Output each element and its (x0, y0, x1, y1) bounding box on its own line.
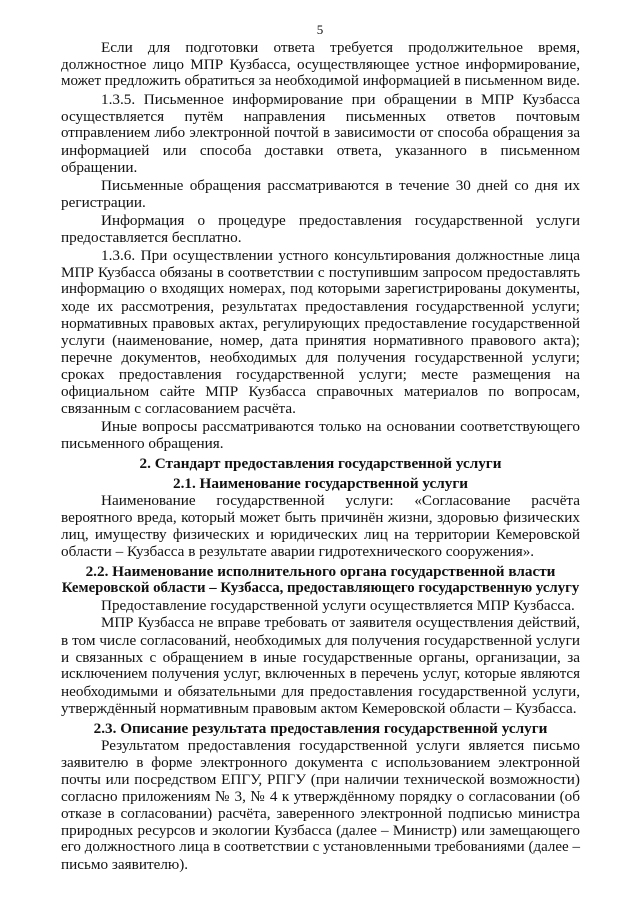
page-number: 5 (316, 22, 324, 37)
text-line: согласно приложениям № 3, № 4 к утверждённому порядку о согласовании (об (61, 788, 580, 805)
subsection-heading: 2.1. Наименование государственной услуги (172, 475, 469, 492)
text-line: утверждённый нормативным правовым актом Кемеровской области – Кузбасса. (61, 700, 577, 717)
text-line: вероятного вреда, который может быть причинён жизни, здоровью физических (61, 509, 580, 526)
text-line: 1.3.6. При осуществлении устного консультирования должностные лица (101, 247, 580, 264)
text-line: нормативных правовых актах, регулирующих предоставление государственной (61, 315, 580, 332)
text-line: Если для подготовки ответа требуется продолжительное время, (101, 39, 580, 56)
text-line: Результатом предоставления государственной услуги является письмо (101, 737, 580, 754)
text-line: услуги (наименование, номер, дата принятия нормативного правового акта); (61, 332, 580, 349)
subsection-heading: 2.2. Наименование исполнительного органа государственной власти (85, 563, 556, 580)
text-line: официальном сайте МПР Кузбасса справочных материалов по вопросам, (61, 383, 580, 400)
text-line: письменного обращения. (61, 435, 224, 452)
text-line: Предоставление государственной услуги осуществляется МПР Кузбасса. (101, 597, 575, 614)
text-line: отказе в согласовании) расчёта, заверенного электронной подписью министра (61, 805, 580, 822)
text-line: и связанных с обращением в иные государственные органы, организации, за (61, 649, 580, 666)
text-line: обращении. (61, 159, 138, 176)
text-line: исключением получения услуг, включенных в перечень услуг, которые являются (61, 666, 580, 682)
text-line: связанным с согласованием расчёта. (61, 400, 296, 417)
text-line: письмо заявителю). (61, 856, 189, 873)
text-line: сроках предоставления государственной услуги; месте размещения на (61, 366, 580, 383)
text-line: информацию о входящих номерах, под которыми зарегистрированы документы, (61, 281, 580, 297)
text-line: Информация о процедуре предоставления государственной услуги (101, 212, 580, 229)
text-line: МПР Кузбасса обязаны в соответствии с поступившим запросом предоставлять (61, 264, 580, 281)
text-line: Наименование государственной услуги: «Согласование расчёта (101, 492, 580, 509)
subsection-heading: Кемеровской области – Кузбасса, предоставляющего государственную услугу (61, 580, 580, 596)
text-line: необходимыми и обязательными для предоставления государственной услуги, (61, 683, 580, 700)
text-line: предоставляется бесплатно. (61, 229, 242, 246)
text-line: должностное лицо МПР Кузбасса, осуществляющее устное информирование, (61, 56, 580, 73)
text-line: почты или посредством ЕПГУ, РПГУ (при наличии технической возможности) (61, 771, 580, 788)
text-line: природных ресурсов и экологии Кузбасса (далее – Министр) или замещающего (61, 822, 580, 839)
text-line: перечне документов, необходимых для получения государственной услуги; (61, 349, 580, 366)
text-line: может предложить обратиться за необходимой информацией в письменном виде. (61, 73, 580, 89)
text-line: отправлением либо электронной почтой в зависимости от способа обращения за (61, 125, 580, 141)
text-line: Иные вопросы рассматриваются только на основании соответствующего (101, 418, 580, 435)
text-line: ходе их рассмотрения, результатах предоставления государственной услуги; (61, 298, 580, 315)
text-line: регистрации. (61, 194, 146, 211)
subsection-heading: 2.3. Описание результата предоставления государственной услуги (93, 720, 548, 737)
text-line: лиц, имуществу физических и юридических лиц на территории Кемеровской (61, 526, 580, 543)
section-heading: 2. Стандарт предоставления государственной услуги (139, 455, 502, 472)
text-line: осуществляется путём направления письменных ответов почтовым (61, 108, 580, 125)
text-line: заявителю в форме электронного документа с использованием электронной (61, 754, 580, 771)
text-line: 1.3.5. Письменное информирование при обращении в МПР Кузбасса (101, 91, 580, 108)
text-line: МПР Кузбасса не вправе требовать от заявителя осуществления действий, (101, 615, 580, 631)
text-line: его должностного лица в соответствии с установленными требованиями (далее – (61, 839, 580, 855)
text-line: в том числе согласований, необходимых для получения государственной услуги (61, 632, 580, 649)
text-line: Письменные обращения рассматриваются в течение 30 дней со дня их (101, 177, 580, 194)
text-line: области – Кузбасса в результате аварии гидротехнического сооружения». (61, 543, 535, 560)
text-line: информацией или способа доставки ответа, указанного в письменном (61, 142, 580, 159)
